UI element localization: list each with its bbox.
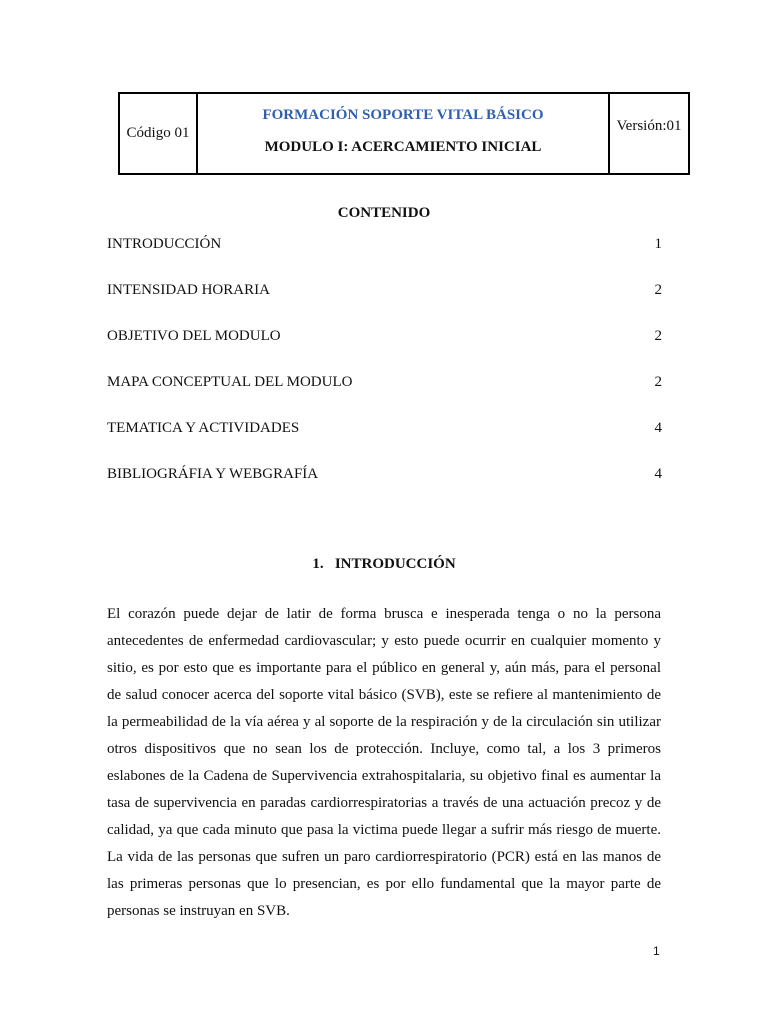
toc-item [107,234,662,254]
course-title: FORMACIÓN SOPORTE VITAL BÁSICO [262,106,544,123]
toc-item-label: OBJETIVO DEL MODULO [107,328,281,344]
toc-item-page: 4 [654,466,662,482]
version-cell [609,93,689,174]
toc-item [107,326,662,346]
toc-item-page: 1 [654,236,662,252]
page-number: 1 [653,944,660,958]
module-title: MODULO I: ACERCAMIENTO INICIAL [264,138,542,155]
toc-item [107,418,662,438]
toc-item [107,372,662,392]
document-version: Versión:01 [616,118,682,134]
toc-item-label: BIBLIOGRÁFIA Y WEBGRAFÍA [107,466,319,482]
toc-item-label: MAPA CONCEPTUAL DEL MODULO [107,374,353,390]
title-cell [197,93,609,174]
toc-item-label: INTRODUCCIÓN [107,236,222,252]
code-cell [119,93,197,174]
toc-item-label: TEMATICA Y ACTIVIDADES [107,420,300,436]
toc-item-page: 2 [654,328,662,344]
toc-item-page: 4 [654,420,662,436]
document-code: Código 01 [126,125,190,141]
toc-item-label: INTENSIDAD HORARIA [107,282,270,298]
toc-item-page: 2 [654,374,662,390]
toc-item [107,280,662,300]
toc-heading: CONTENIDO [337,205,431,221]
introduction-paragraph: El corazón puede dejar de latir de forma brusca e inesperada tenga o no la persona antecedentes de enfermedad cardiovascular; y esto puede ocurrir en cualquier momento y sitio, es por esto que es importante para el público en general y, aún más, para el personal de salud conocer acerca del soporte vital básico (SVB), este se refiere al mantenimiento de la permeabilidad de la vía aérea y al soporte de la respiración y de la circulación sin utilizar otros dispositivos que no sean los de protección. Incluye, como tal, a los 3 primeros eslabones de la Cadena de Supervivencia extrahospitalaria, su objetivo final es aumentar la tasa de supervivencia en paradas cardiorrespiratorias a través de una actuación precoz y de calidad, ya que cada minuto que pasa la victima puede llegar a sufrir más riesgo de muerte. La vida de las personas que sufren un paro cardiorrespiratorio (PCR) está en las manos de las primeras personas que lo presencian, es por ello fundamental que la mayor parte de personas se instruyan en SVB. [107,606,661,919]
toc-item-page: 2 [654,282,662,298]
section-heading: 1. INTRODUCCIÓN [312,556,456,572]
toc-item [107,464,662,484]
document-header-table [118,92,690,175]
